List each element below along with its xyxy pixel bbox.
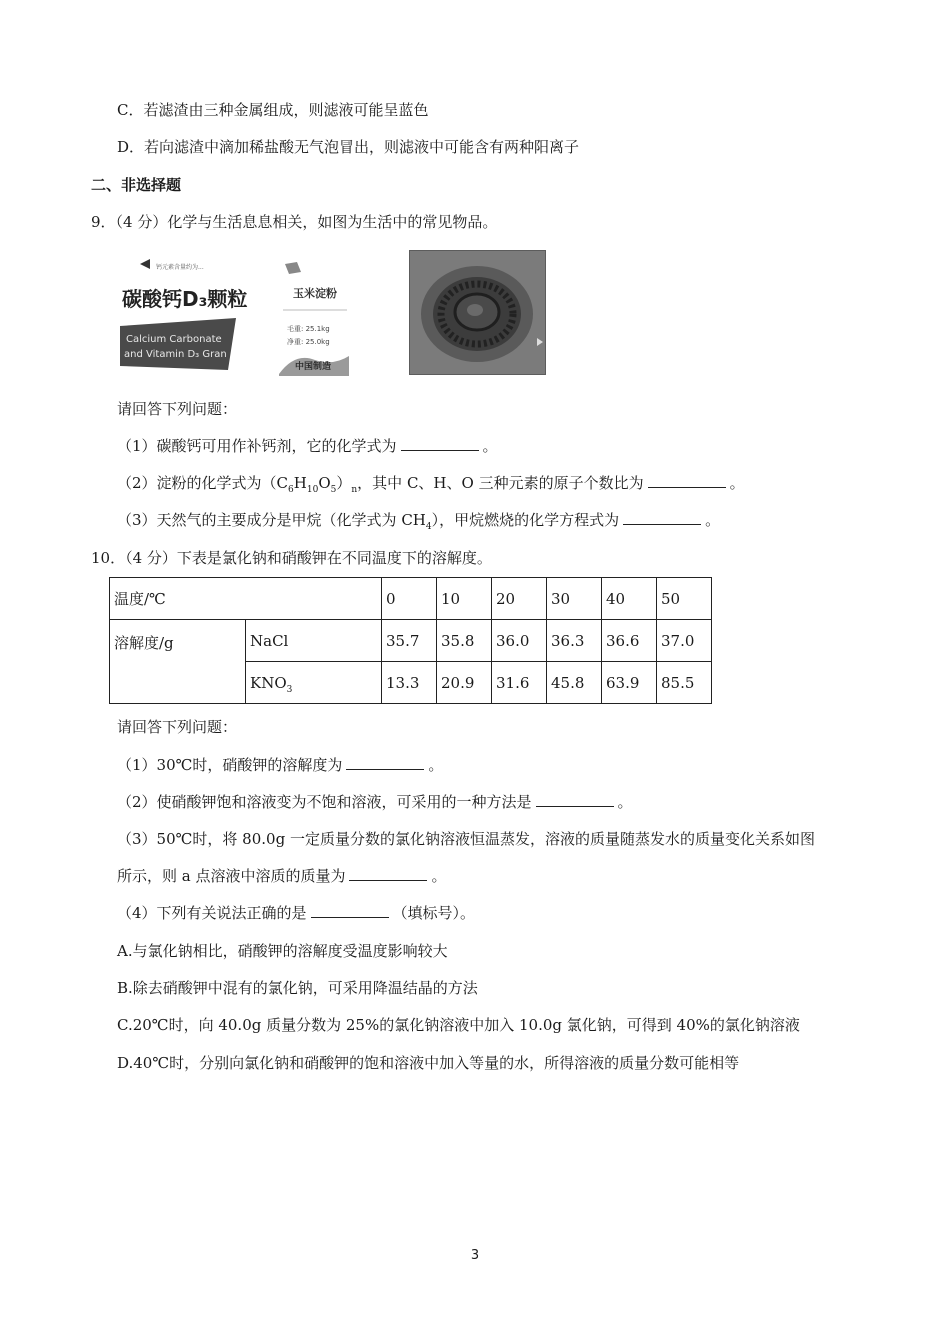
q10-sub3-line1: （3）50℃时，将 80.0g 一定质量分数的氯化钠溶液恒温蒸发，溶液的质量随蒸发水的质量变化关系如图 xyxy=(117,830,815,848)
package-title-en-1: Calcium Carbonate xyxy=(126,334,222,345)
temp-cell: 10 xyxy=(437,578,492,620)
q9-sub1-blank[interactable] xyxy=(401,436,479,451)
q10-sub3-blank[interactable] xyxy=(349,866,427,881)
temp-cell: 40 xyxy=(602,578,657,620)
temp-cell: 0 xyxy=(382,578,437,620)
kno3-label-cell: $KNO_3$ xyxy=(246,662,382,704)
q10-sub3-line2: 所示，则 a 点溶液中溶质的质量为 。 xyxy=(117,867,447,885)
q10-option-c: C.20℃时，向 40.0g 质量分数为 25%的氯化钠溶液中加入 10.0g 氯化钠，可得到 40%的氯化钠溶液 xyxy=(117,1016,800,1034)
temp-cell: 20 xyxy=(492,578,547,620)
kno3-cell: 31.6 xyxy=(492,662,547,704)
kno3-cell: 63.9 xyxy=(602,662,657,704)
nacl-cell: 37.0 xyxy=(657,620,712,662)
corn-starch-bag-image xyxy=(275,256,355,378)
q10-sub1-blank[interactable] xyxy=(346,755,424,770)
starch-label: 玉米淀粉 xyxy=(293,287,337,300)
package-top-text: 钙元素含量约为... xyxy=(156,264,204,271)
q9-sub3-blank[interactable] xyxy=(623,510,701,525)
package-title-en-2: and Vitamin D₃ Gran xyxy=(124,349,227,360)
q9-prompt: 请回答下列问题： xyxy=(117,400,238,418)
q9-sub2: （2）淀粉的化学式为$(C_6H_{10}O_5)_n$，其中 C、H、O 三种元素的原子个数比为 。 xyxy=(117,474,745,495)
solubility-label-cell: 溶解度/g xyxy=(110,620,246,704)
calcium-carbonate-package-image xyxy=(118,258,248,373)
temp-cell: 30 xyxy=(547,578,602,620)
kno3-cell: 45.8 xyxy=(547,662,602,704)
package-title-cn: 碳酸钙D₃颗粒 xyxy=(122,287,248,311)
q10-sub4-blank[interactable] xyxy=(311,903,389,918)
temp-cell: 50 xyxy=(657,578,712,620)
q10-sub2-blank[interactable] xyxy=(536,792,614,807)
q10-option-a: A.与氯化钠相比，硝酸钾的溶解度受温度影响较大 xyxy=(117,942,448,960)
table-row xyxy=(110,578,712,620)
solubility-table xyxy=(109,577,712,704)
section-title: 二、非选择题 xyxy=(91,176,182,194)
nacl-label-cell: NaCl xyxy=(246,620,382,662)
q10-sub1: （1）30℃时，硝酸钾的溶解度为 。 xyxy=(117,756,444,774)
q10-prompt: 请回答下列问题： xyxy=(117,718,238,736)
q10-option-b: B.除去硝酸钾中混有的氯化钠，可采用降温结晶的方法 xyxy=(117,979,478,997)
option-c: C．若滤渣由三种金属组成，则滤液可能呈蓝色 xyxy=(117,101,429,119)
table-row xyxy=(110,620,712,662)
starch-brand: 中国制造 xyxy=(295,362,332,372)
nacl-cell: 35.8 xyxy=(437,620,492,662)
q10-stem: 10．（4 分）下表是氯化钠和硝酸钾在不同温度下的溶解度。 xyxy=(91,549,492,567)
q9-sub3: （3）天然气的主要成分是甲烷（化学式为 $CH_4$），甲烷燃烧的化学方程式为 。 xyxy=(117,511,721,532)
q9-sub2-blank[interactable] xyxy=(648,473,726,488)
q10-sub4: （4）下列有关说法正确的是 （填标号）。 xyxy=(117,904,476,922)
q9-stem: 9．（4 分）化学与生活息息相关，如图为生活中的常见物品。 xyxy=(91,213,498,231)
gas-stove-burner-image xyxy=(409,250,546,375)
starch-net-weight: 净重: 25.0kg xyxy=(287,338,330,346)
nacl-cell: 35.7 xyxy=(382,620,437,662)
nacl-cell: 36.3 xyxy=(547,620,602,662)
temp-header-cell: 温度/℃ xyxy=(110,578,382,620)
q10-sub2: （2）使硝酸钾饱和溶液变为不饱和溶液，可采用的一种方法是 。 xyxy=(117,793,633,811)
page-number: 3 xyxy=(470,1248,480,1263)
option-d: D．若向滤渣中滴加稀盐酸无气泡冒出，则滤液中可能含有两种阳离子 xyxy=(117,138,580,156)
kno3-cell: 85.5 xyxy=(657,662,712,704)
nacl-cell: 36.0 xyxy=(492,620,547,662)
kno3-cell: 20.9 xyxy=(437,662,492,704)
kno3-cell: 13.3 xyxy=(382,662,437,704)
q10-option-d: D.40℃时，分别向氯化钠和硝酸钾的饱和溶液中加入等量的水，所得溶液的质量分数可能相等 xyxy=(117,1054,740,1072)
q9-sub1: （1）碳酸钙可用作补钙剂，它的化学式为 。 xyxy=(117,437,498,455)
nacl-cell: 36.6 xyxy=(602,620,657,662)
starch-gross-weight: 毛重: 25.1kg xyxy=(287,325,330,333)
